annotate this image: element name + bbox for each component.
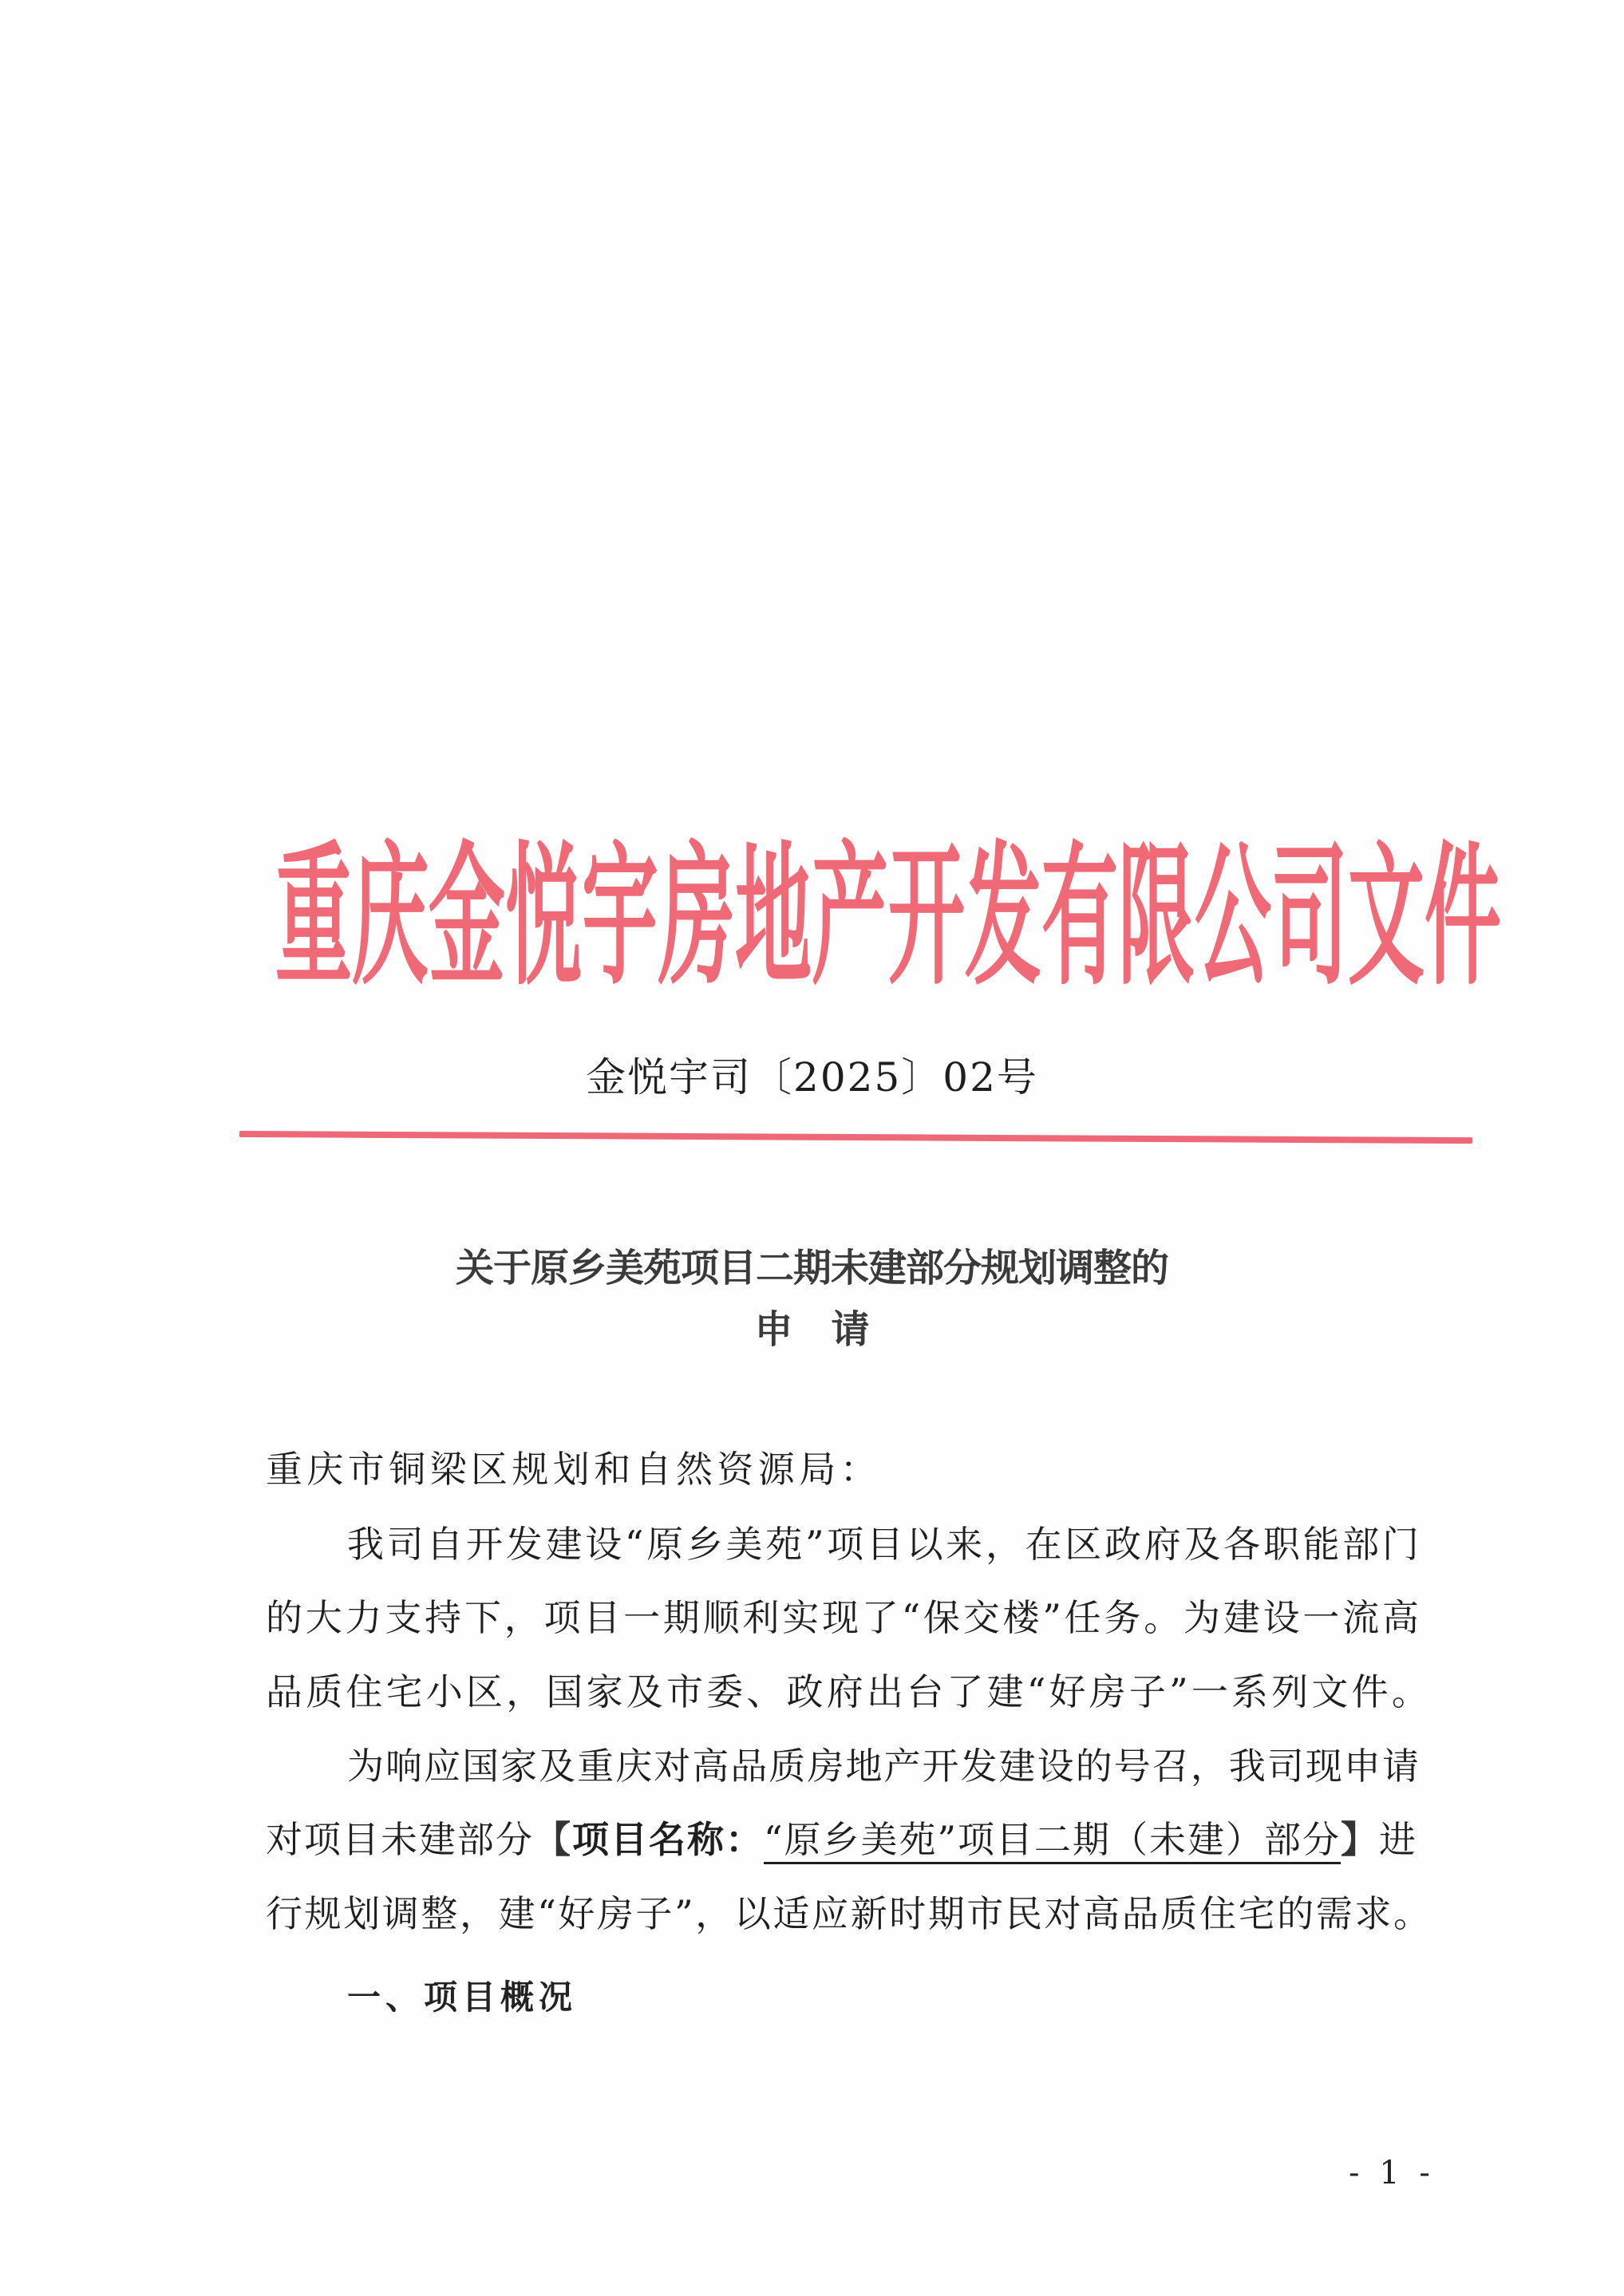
salutation: 重庆市铜梁区规划和自然资源局： — [266, 1448, 881, 1491]
masthead-char: 限 — [1118, 828, 1195, 1006]
project-name-value: “原乡美苑”项目二期（未建）部分 — [764, 1818, 1341, 1861]
masthead-char: 件 — [1424, 828, 1501, 1006]
masthead-char: 金 — [429, 828, 505, 1006]
paragraph-line: 的大力支持下，项目一期顺利实现了“保交楼”任务。为建设一流高 — [266, 1596, 1419, 1639]
masthead-char: 地 — [735, 828, 812, 1006]
text-prefix: 对项目未建部分 — [266, 1818, 534, 1861]
red-divider-line — [239, 1131, 1472, 1144]
paragraph-line: 品质住宅小区，国家及市委、政府出台了建“好房子”一系列文件。 — [266, 1670, 1432, 1713]
project-name-label: 项目名称： — [572, 1818, 764, 1861]
masthead-char: 文 — [1348, 828, 1424, 1006]
masthead-char: 开 — [888, 828, 965, 1006]
section-heading: 一、项目概况 — [347, 1978, 578, 2017]
bracket-close: 】 — [1341, 1818, 1380, 1861]
masthead-char: 宇 — [582, 828, 658, 1006]
masthead-char: 悦 — [505, 828, 582, 1006]
paragraph-line: 我司自开发建设“原乡美苑”项目以来，在区政府及各职能部门 — [347, 1523, 1419, 1566]
document-number: 金悦宇司〔2025〕02号 — [586, 1054, 1038, 1101]
paragraph-line: 行规划调整，建“好房子”，以适应新时期市民对高品质住宅的需求。 — [266, 1892, 1432, 1935]
document-title-subline: 申请 — [754, 1307, 908, 1352]
red-masthead — [275, 822, 1501, 1006]
bracket-open: 【 — [534, 1818, 572, 1861]
masthead-char: 司 — [1271, 828, 1348, 1006]
masthead-char: 有 — [1041, 828, 1118, 1006]
masthead-char: 庆 — [352, 828, 429, 1006]
document-title: 关于原乡美苑项目二期未建部分规划调整的 — [455, 1246, 1168, 1290]
masthead-char: 发 — [965, 828, 1041, 1006]
masthead-char: 房 — [658, 828, 735, 1006]
page-number: - 1 - — [1349, 2155, 1435, 2191]
masthead-char: 公 — [1195, 828, 1271, 1006]
paragraph-line-with-project-name — [266, 1818, 1419, 1861]
paragraph-line: 为响应国家及重庆对高品质房地产开发建设的号召，我司现申请 — [347, 1745, 1419, 1788]
text-suffix: 进 — [1379, 1818, 1418, 1861]
masthead-char: 重 — [275, 828, 352, 1006]
masthead-char: 产 — [812, 828, 888, 1006]
